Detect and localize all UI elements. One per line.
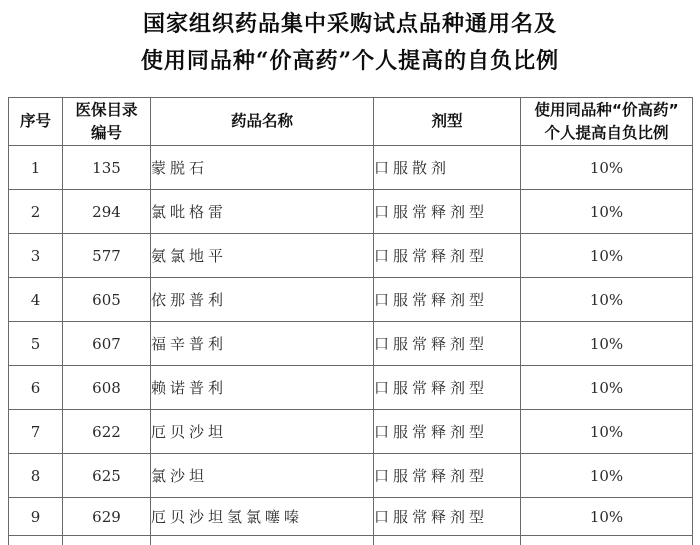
row-seq-cell: 5: [9, 322, 63, 366]
drug-name-cell: 厄贝沙坦: [151, 410, 374, 454]
empty-cell: [374, 536, 521, 545]
ratio-cell: 10%: [521, 234, 693, 278]
empty-cell: [521, 536, 693, 545]
header-catalog-code-line2: 编号: [90, 123, 122, 142]
header-ratio: [521, 98, 693, 146]
document-title: [0, 0, 700, 80]
table-row: [9, 146, 693, 190]
document-title-line2: 使用同品种“价高药”个人提高的自负比例: [140, 48, 560, 74]
header-ratio-line1: 使用同品种“价高药”: [534, 101, 679, 120]
ratio-cell: 10%: [521, 454, 693, 498]
dosage-form-cell: 口服常释剂型: [374, 366, 521, 410]
table-row: [9, 454, 693, 498]
empty-cell: [9, 536, 63, 545]
row-code-cell: 629: [63, 498, 151, 536]
ratio-cell: 10%: [521, 322, 693, 366]
table-row: [9, 278, 693, 322]
header-seq: 序号: [9, 98, 63, 146]
ratio-cell: 10%: [521, 190, 693, 234]
drug-name-cell: 厄贝沙坦氢氯噻嗪: [151, 498, 374, 536]
table-header-row: [9, 98, 693, 146]
empty-cell: [63, 536, 151, 545]
row-seq-cell: 2: [9, 190, 63, 234]
table-row: [9, 366, 693, 410]
table-row-partial-clipped: [9, 536, 693, 545]
header-catalog-code: [63, 98, 151, 146]
drug-name-cell: 氯吡格雷: [151, 190, 374, 234]
row-seq-cell: 7: [9, 410, 63, 454]
dosage-form-cell: 口服常释剂型: [374, 498, 521, 536]
drug-name-cell: 赖诺普利: [151, 366, 374, 410]
drug-price-table: [8, 97, 693, 545]
row-seq-cell: 6: [9, 366, 63, 410]
row-code-cell: 608: [63, 366, 151, 410]
row-seq-cell: 9: [9, 498, 63, 536]
dosage-form-cell: 口服常释剂型: [374, 234, 521, 278]
table-row: [9, 498, 693, 536]
header-dosage-form: 剂型: [374, 98, 521, 146]
header-catalog-code-line1: 医保目录: [75, 101, 138, 120]
table-row: [9, 322, 693, 366]
drug-name-cell: 氨氯地平: [151, 234, 374, 278]
row-code-cell: 605: [63, 278, 151, 322]
header-ratio-line2: 个人提高自负比例: [544, 123, 669, 142]
row-code-cell: 577: [63, 234, 151, 278]
row-seq-cell: 8: [9, 454, 63, 498]
row-seq-cell: 3: [9, 234, 63, 278]
document-title-line1: 国家组织药品集中采购试点品种通用名及: [142, 11, 557, 37]
dosage-form-cell: 口服散剂: [374, 146, 521, 190]
table-row: [9, 234, 693, 278]
row-code-cell: 135: [63, 146, 151, 190]
table-row: [9, 190, 693, 234]
row-seq-cell: 4: [9, 278, 63, 322]
row-code-cell: 625: [63, 454, 151, 498]
dosage-form-cell: 口服常释剂型: [374, 410, 521, 454]
table-row: [9, 410, 693, 454]
empty-cell: [151, 536, 374, 545]
dosage-form-cell: 口服常释剂型: [374, 454, 521, 498]
ratio-cell: 10%: [521, 410, 693, 454]
drug-name-cell: 依那普利: [151, 278, 374, 322]
dosage-form-cell: 口服常释剂型: [374, 322, 521, 366]
ratio-cell: 10%: [521, 366, 693, 410]
dosage-form-cell: 口服常释剂型: [374, 190, 521, 234]
header-drug-name: 药品名称: [151, 98, 374, 146]
drug-name-cell: 福辛普利: [151, 322, 374, 366]
row-seq-cell: 1: [9, 146, 63, 190]
ratio-cell: 10%: [521, 278, 693, 322]
row-code-cell: 607: [63, 322, 151, 366]
drug-name-cell: 氯沙坦: [151, 454, 374, 498]
ratio-cell: 10%: [521, 146, 693, 190]
ratio-cell: 10%: [521, 498, 693, 536]
row-code-cell: 622: [63, 410, 151, 454]
dosage-form-cell: 口服常释剂型: [374, 278, 521, 322]
drug-name-cell: 蒙脱石: [151, 146, 374, 190]
row-code-cell: 294: [63, 190, 151, 234]
